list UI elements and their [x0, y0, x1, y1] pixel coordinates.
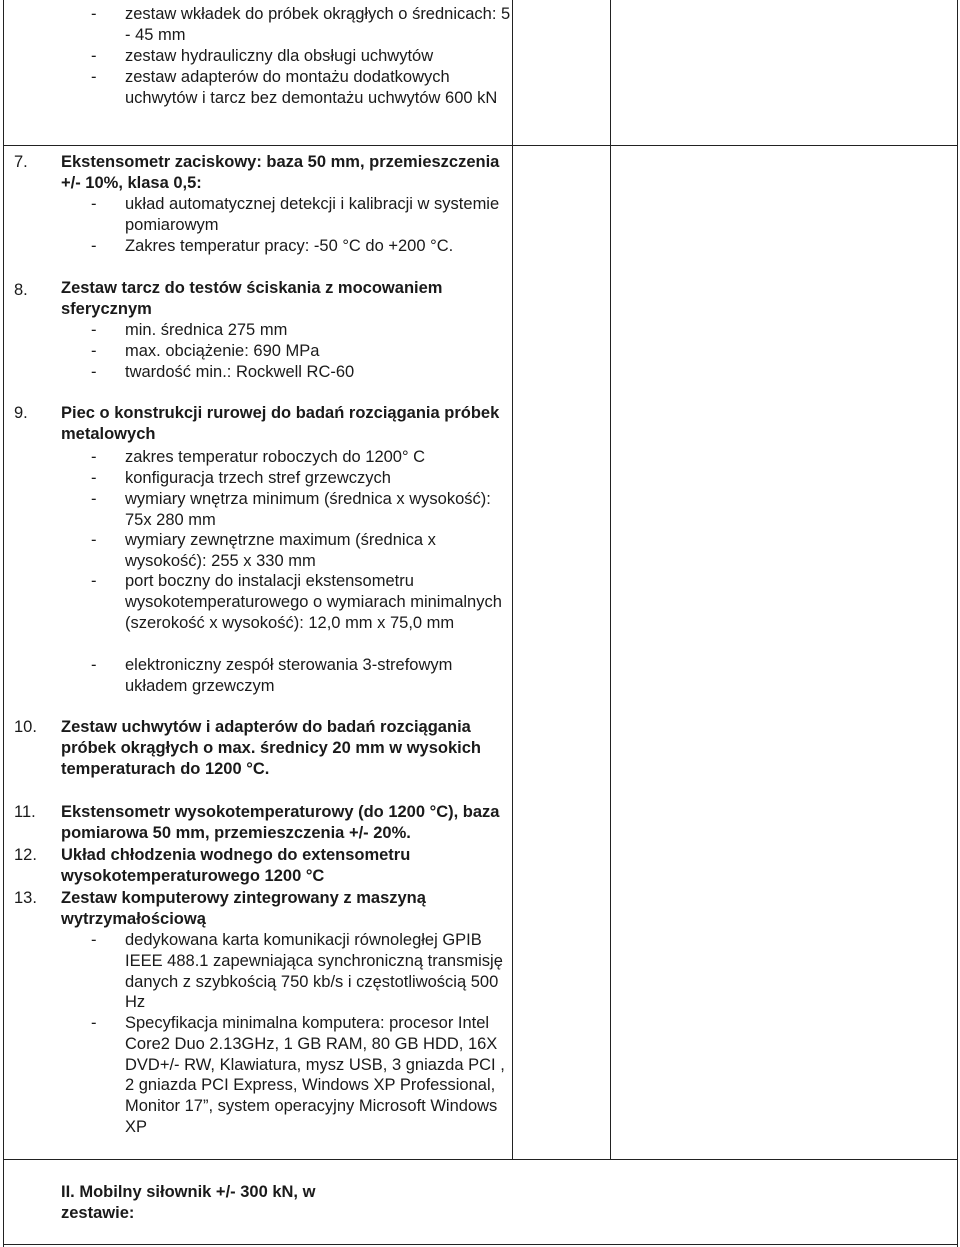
- list-item: - Specyfikacja minimalna komputera: procesor Intel Core2 Duo 2.13GHz, 1 GB RAM, 80 GB HDD, 16X DVD+/- RW, Klawiatura, mysz USB, 3 gniazda PCI , 2 gniazda PCI Express, Windows XP Professional, Monitor 17”, system operacyjny Microsoft Windows XP: [91, 1014, 505, 1136]
- list-item: - wymiary zewnętrzne maximum (średnica x wysokość): 255 x 330 mm: [91, 531, 436, 570]
- list-item: - min. średnica 275 mm: [91, 321, 288, 339]
- row-number: 7.: [14, 153, 28, 171]
- list-item: - max. obciążenie: 690 MPa: [91, 342, 320, 360]
- table-border-left: [3, 0, 4, 1247]
- row-title: Zestaw tarcz do testów ściskania z mocowaniem sferycznym: [61, 279, 443, 318]
- table-row-separator: [3, 1159, 958, 1160]
- list-item: - zakres temperatur roboczych do 1200° C: [91, 448, 426, 466]
- row-title: Ekstensometr wysokotemperaturowy (do 1200 °C), baza pomiarowa 50 mm, przemieszczenia +/- 20%.: [61, 803, 500, 842]
- table-column-divider-2: [610, 0, 611, 1160]
- row-number: 12.: [14, 846, 37, 864]
- list-item: - zestaw hydrauliczny dla obsługi uchwytów: [91, 47, 434, 65]
- list-item: - układ automatycznej detekcji i kalibracji w systemie pomiarowym: [91, 195, 500, 234]
- row-number: 8.: [14, 281, 28, 299]
- list-item: - port boczny do instalacji ekstensometru wysokotemperaturowego o wymiarach minimalnych (szerokość x wysokość): 12,0 mm x 75,0 mm: [91, 572, 502, 632]
- list-item: - zestaw adapterów do montażu dodatkowych uchwytów i tarcz bez demontażu uchwytów 600 kN: [91, 68, 498, 107]
- row-number: 10.: [14, 718, 37, 736]
- row-title: Ekstensometr zaciskowy: baza 50 mm, przemieszczenia +/- 10%, klasa 0,5:: [61, 153, 500, 192]
- row-title: Piec o konstrukcji rurowej do badań rozciągania próbek metalowych: [61, 404, 500, 443]
- row-title: Układ chłodzenia wodnego do extensometru wysokotemperaturowego 1200 °C: [61, 846, 411, 885]
- table-bottom-border: [3, 1244, 958, 1245]
- section-heading: II. Mobilny siłownik +/- 300 kN, w zestawie:: [61, 1183, 316, 1222]
- row-title: Zestaw komputerowy zintegrowany z maszyną wytrzymałościową: [61, 889, 426, 928]
- list-item: - dedykowana karta komunikacji równoległej GPIB IEEE 488.1 zapewniająca synchroniczną transmisję danych z szybkością 750 kb/s i częstotliwością 500 Hz: [91, 931, 503, 1012]
- list-item: - elektroniczny zespół sterowania 3-strefowym układem grzewczym: [91, 656, 453, 695]
- row-number: 9.: [14, 404, 28, 422]
- list-item: - konfiguracja trzech stref grzewczych: [91, 469, 391, 487]
- table-row-separator: [3, 145, 958, 146]
- row-number: 11.: [14, 803, 36, 821]
- list-item: - twardość min.: Rockwell RC-60: [91, 363, 355, 381]
- list-item: - wymiary wnętrza minimum (średnica x wysokość): 75x 280 mm: [91, 490, 491, 529]
- table-border-right: [957, 0, 958, 1247]
- list-item: - Zakres temperatur pracy: -50 °C do +200 °C.: [91, 237, 454, 255]
- row-number: 13.: [14, 889, 37, 907]
- list-item: - zestaw wkładek do próbek okrągłych o średnicach: 5 - 45 mm: [91, 5, 511, 44]
- row-title: Zestaw uchwytów i adapterów do badań rozciągania próbek okrągłych o max. średnicy 20 mm w wysokich temperaturach do 1200 °C.: [61, 718, 482, 778]
